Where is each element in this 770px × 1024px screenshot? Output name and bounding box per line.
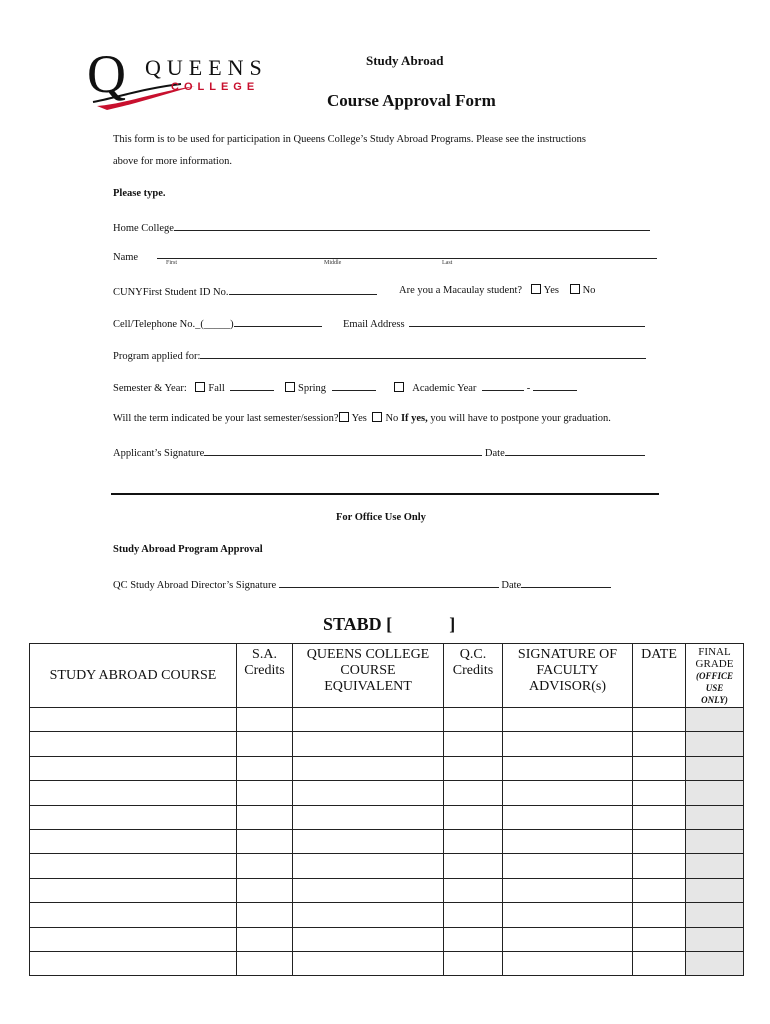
table-cell[interactable]	[633, 805, 686, 829]
macaulay-row	[399, 284, 595, 296]
table-cell[interactable]	[444, 927, 503, 951]
office-heading: For Office Use Only	[336, 512, 426, 523]
final-grade-cell[interactable]	[686, 927, 744, 951]
table-cell[interactable]	[293, 829, 444, 853]
program-row	[113, 348, 646, 362]
phone-label: Cell/Telephone No._(_____)	[113, 319, 234, 330]
last-term-question: Will the term indicated be your last semester/session?	[113, 413, 339, 424]
table-cell[interactable]	[444, 756, 503, 780]
table-cell[interactable]	[444, 805, 503, 829]
if-yes-bold: If yes,	[400, 413, 428, 424]
program-heading: Study Abroad	[366, 53, 444, 68]
macaulay-no-checkbox[interactable]	[570, 284, 580, 294]
final-grade-cell[interactable]	[686, 903, 744, 927]
table-row	[30, 951, 744, 975]
table-header-row	[30, 644, 744, 708]
table-cell[interactable]	[237, 927, 293, 951]
table-row	[30, 756, 744, 780]
program-approval-heading: Study Abroad Program Approval	[113, 544, 263, 555]
table-row	[30, 854, 744, 878]
please-type: Please type.	[113, 188, 166, 199]
header-faculty-signature: SIGNATURE OF FACULTY ADVISOR(s)	[503, 644, 633, 708]
header-qc-credits: Q.C. Credits	[444, 644, 503, 708]
table-cell[interactable]	[293, 878, 444, 902]
table-cell[interactable]	[503, 951, 633, 975]
fall-year-field[interactable]	[230, 380, 274, 391]
semester-label: Semester & Year:	[113, 383, 187, 394]
phone-field[interactable]	[234, 316, 322, 327]
program-label: Program applied for:	[113, 351, 201, 362]
table-cell[interactable]	[444, 903, 503, 927]
table-cell[interactable]	[237, 732, 293, 756]
program-field[interactable]	[200, 348, 646, 359]
macaulay-yes-label: Yes	[543, 285, 559, 296]
table-cell[interactable]	[30, 805, 237, 829]
spring-year-field[interactable]	[332, 380, 376, 391]
table-cell[interactable]	[30, 927, 237, 951]
form-title: Course Approval Form	[327, 91, 496, 110]
table-cell[interactable]	[237, 708, 293, 732]
table-cell[interactable]	[293, 805, 444, 829]
table-cell[interactable]	[633, 878, 686, 902]
director-signature-field[interactable]	[279, 577, 499, 588]
table-cell[interactable]	[444, 854, 503, 878]
logo-college-text: COLLEGE	[171, 81, 260, 93]
header-date: DATE	[633, 644, 686, 708]
signature-row	[113, 445, 645, 459]
semester-row	[113, 380, 577, 394]
last-term-yes-label: Yes	[351, 413, 367, 424]
phone-row	[113, 316, 322, 330]
final-grade-cell[interactable]	[686, 829, 744, 853]
student-id-field[interactable]	[229, 284, 377, 295]
header-study-abroad-course: STUDY ABROAD COURSE	[30, 644, 237, 708]
table-cell[interactable]	[444, 732, 503, 756]
table-cell[interactable]	[237, 951, 293, 975]
final-grade-cell[interactable]	[686, 732, 744, 756]
table-cell[interactable]	[30, 878, 237, 902]
home-college-row	[113, 220, 650, 234]
fall-label: Fall	[208, 383, 225, 394]
student-id-row	[113, 284, 377, 298]
name-middle-caption: Middle	[324, 260, 342, 266]
final-grade-label: FINAL GRADE	[695, 646, 734, 670]
final-grade-cell[interactable]	[686, 756, 744, 780]
table-cell[interactable]	[503, 829, 633, 853]
intro-line-1: This form is to be used for participation in Queens College’s Study Abroad Programs. Please see the instructions	[113, 134, 587, 145]
table-cell[interactable]	[633, 829, 686, 853]
table-row	[30, 878, 744, 902]
table-cell[interactable]	[293, 854, 444, 878]
table-cell[interactable]	[633, 927, 686, 951]
header-qc-course-equivalent: QUEENS COLLEGE COURSE EQUIVALENT	[293, 644, 444, 708]
macaulay-no-label: No	[582, 285, 596, 296]
table-cell[interactable]	[293, 903, 444, 927]
table-cell[interactable]	[503, 854, 633, 878]
table-cell[interactable]	[444, 781, 503, 805]
signature-date-field[interactable]	[505, 445, 645, 456]
academic-year-checkbox[interactable]	[394, 382, 404, 392]
final-grade-cell[interactable]	[686, 854, 744, 878]
table-cell[interactable]	[30, 756, 237, 780]
academic-year-label: Academic Year	[412, 383, 477, 394]
logo-queens-text: QUEENS	[145, 55, 268, 80]
table-cell[interactable]	[30, 854, 237, 878]
table-cell[interactable]	[30, 903, 237, 927]
table-cell[interactable]	[503, 732, 633, 756]
table-cell[interactable]	[503, 756, 633, 780]
macaulay-yes-checkbox[interactable]	[531, 284, 541, 294]
table-row	[30, 732, 744, 756]
last-term-no-label: No	[385, 413, 399, 424]
if-yes-rest: you will have to postpone your graduation.	[430, 413, 611, 424]
table-cell[interactable]	[633, 732, 686, 756]
student-id-label: CUNYFirst Student ID No.	[113, 287, 229, 298]
table-cell[interactable]	[30, 829, 237, 853]
logo-q-letter: Q	[87, 44, 126, 104]
final-grade-cell[interactable]	[686, 805, 744, 829]
table-cell[interactable]	[237, 781, 293, 805]
table-row	[30, 805, 744, 829]
last-term-no-checkbox[interactable]	[372, 412, 382, 422]
table-row	[30, 927, 744, 951]
table-cell[interactable]	[293, 781, 444, 805]
table-cell[interactable]	[293, 756, 444, 780]
table-cell[interactable]	[633, 951, 686, 975]
director-date-field[interactable]	[521, 577, 611, 588]
name-field[interactable]	[157, 258, 657, 259]
table-cell[interactable]	[503, 903, 633, 927]
intro-line-2: above for more information.	[113, 156, 232, 167]
email-row	[343, 316, 645, 330]
table-cell[interactable]	[633, 854, 686, 878]
table-cell[interactable]	[633, 756, 686, 780]
email-label: Email Address	[343, 319, 405, 330]
home-college-field[interactable]	[174, 220, 650, 231]
table-row	[30, 708, 744, 732]
final-grade-cell[interactable]	[686, 878, 744, 902]
table-row	[30, 829, 744, 853]
home-college-label: Home College	[113, 223, 174, 234]
stabd-close: ]	[449, 614, 456, 634]
table-cell[interactable]	[237, 805, 293, 829]
table-cell[interactable]	[30, 781, 237, 805]
signature-field[interactable]	[204, 445, 482, 456]
table-cell[interactable]	[30, 951, 237, 975]
table-cell[interactable]	[503, 878, 633, 902]
academic-year-start-field[interactable]	[482, 380, 524, 391]
macaulay-question: Are you a Macaulay student?	[399, 285, 523, 296]
final-grade-cell[interactable]	[686, 708, 744, 732]
section-divider	[111, 493, 659, 495]
table-cell[interactable]	[293, 927, 444, 951]
table-cell[interactable]	[503, 781, 633, 805]
table-row	[30, 903, 744, 927]
table-cell[interactable]	[444, 708, 503, 732]
table-cell[interactable]	[237, 756, 293, 780]
table-cell[interactable]	[444, 951, 503, 975]
academic-year-dash: -	[526, 383, 531, 394]
table-cell[interactable]	[30, 708, 237, 732]
email-field[interactable]	[409, 316, 645, 327]
final-grade-cell[interactable]	[686, 951, 744, 975]
director-signature-row	[113, 577, 611, 591]
table-cell[interactable]	[237, 878, 293, 902]
name-last-caption: Last	[442, 260, 453, 266]
table-cell[interactable]	[633, 708, 686, 732]
table-cell[interactable]	[293, 951, 444, 975]
last-term-yes-checkbox[interactable]	[339, 412, 349, 422]
spring-checkbox[interactable]	[285, 382, 295, 392]
last-term-row	[113, 412, 611, 424]
course-table-body	[30, 708, 744, 976]
signature-label: Applicant’s Signature	[113, 448, 205, 459]
header-final-grade	[686, 644, 744, 708]
table-cell[interactable]	[633, 781, 686, 805]
director-date-label: Date	[501, 580, 522, 591]
final-grade-cell[interactable]	[686, 781, 744, 805]
table-cell[interactable]	[237, 854, 293, 878]
director-signature-label: QC Study Abroad Director’s Signature	[113, 580, 277, 591]
table-cell[interactable]	[293, 708, 444, 732]
table-cell[interactable]	[237, 829, 293, 853]
stabd-open: STABD [	[323, 614, 393, 634]
table-cell[interactable]	[444, 829, 503, 853]
table-cell[interactable]	[30, 732, 237, 756]
name-label: Name	[113, 252, 139, 263]
fall-checkbox[interactable]	[195, 382, 205, 392]
table-cell[interactable]	[503, 927, 633, 951]
course-table	[29, 643, 744, 976]
table-row	[30, 781, 744, 805]
table-cell[interactable]	[293, 732, 444, 756]
table-cell[interactable]	[503, 805, 633, 829]
stabd-label	[323, 614, 455, 635]
signature-date-label: Date	[484, 448, 505, 459]
spring-label: Spring	[298, 383, 327, 394]
office-only-label: (OFFICE USE ONLY)	[695, 671, 733, 705]
table-cell[interactable]	[503, 708, 633, 732]
queens-college-logo	[85, 44, 275, 112]
table-cell[interactable]	[633, 903, 686, 927]
name-first-caption: First	[166, 260, 178, 266]
table-cell[interactable]	[444, 878, 503, 902]
table-cell[interactable]	[237, 903, 293, 927]
header-sa-credits: S.A. Credits	[237, 644, 293, 708]
academic-year-end-field[interactable]	[533, 380, 577, 391]
